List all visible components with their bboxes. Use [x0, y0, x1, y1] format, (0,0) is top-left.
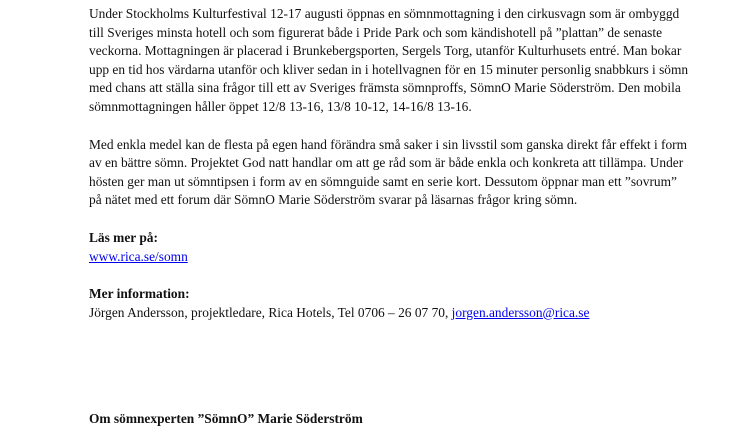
expert-section-heading: Om sömnexperten ”SömnO” Marie Söderström: [89, 411, 363, 426]
paragraph-sleep-clinic: Under Stockholms Kulturfestival 12-17 augusti öppnas en sömnmottagning i den cirkusvagn som är ombyggd till Sveriges minsta hotell och som figurerat både i Pride Park och som kändishotell på ”plattan” de senaste veckorna. Mottagningen är placerad i Brunkebergsporten, Sergels Torg, utanför Kulturhusets entré. Man bokar upp en tid hos värdarna utanför och kliver sedan in i hotellvagnen för en 15 minuter personlig snabbkurs i sömn med chans att ställa sina frågor till ett av Sveriges främsta sömnproffs, SömnO Marie Söderström. Den mobila sömnmottagningen håller öppet 12/8 13-16, 13/8 10-12, 14-16/8 13-16.: [89, 6, 689, 114]
contact-email-link[interactable]: jorgen.andersson@rica.se: [451, 304, 590, 320]
read-more-title: Läs mer på:: [89, 229, 158, 245]
contact-line: [89, 304, 689, 323]
read-more-section: [89, 229, 689, 266]
document-body: [89, 5, 689, 322]
more-info-section: [89, 285, 689, 322]
rica-sleep-link[interactable]: www.rica.se/somn: [89, 248, 188, 264]
more-info-title: Mer information:: [89, 286, 190, 302]
contact-text: Jörgen Andersson, projektledare, Rica Hotels, Tel 0706 – 26 07 70,: [89, 304, 452, 320]
paragraph-good-night-project: Med enkla medel kan de flesta på egen hand förändra små saker i sin livsstil som ganska direkt får effekt i form av en bättre sömn. Projektet God natt handlar om att ge råd som är både enkla och konkreta att tillämpa. Under hösten ger man ut sömntipsen i form av en sömnguide samt en serie kort. Dessutom öppnar man ett ”sovrum” på nätet med ett forum där SömnO Marie Söderström svarar på läsarnas frågor kring sömn.: [89, 136, 688, 208]
